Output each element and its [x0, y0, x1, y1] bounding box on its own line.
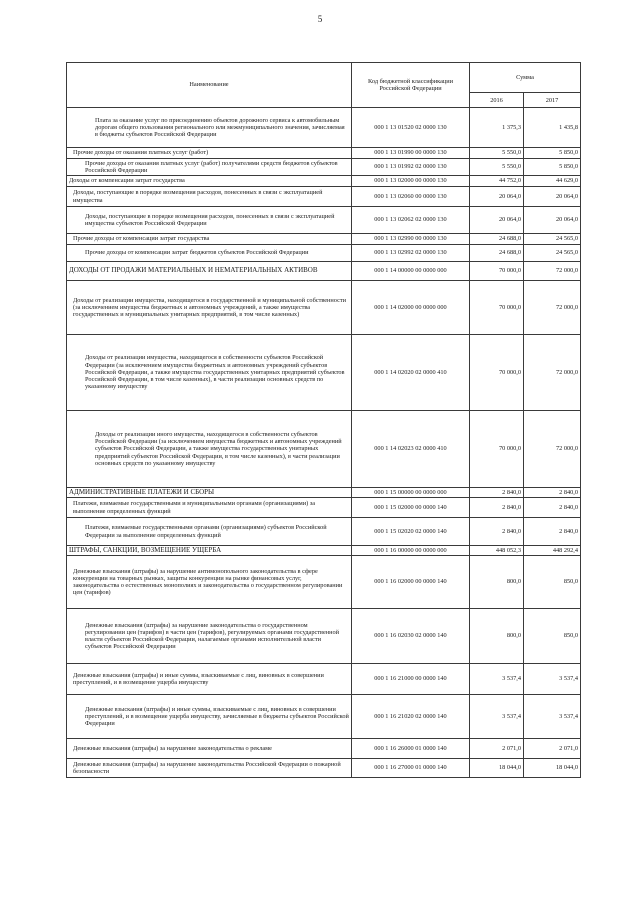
- table-row: [67, 546, 581, 556]
- row-amount-2016: 1 375,3: [470, 108, 524, 148]
- row-code: 000 1 13 02992 02 0000 130: [352, 245, 470, 262]
- column-header-code: Код бюджетной классификации Российской Федерации: [352, 63, 470, 108]
- row-code: 000 1 16 21020 02 0000 140: [352, 695, 470, 739]
- row-name: Прочие доходы от компенсации затрат бюджетов субъектов Российской Федерации: [67, 245, 352, 262]
- table-row: [67, 498, 581, 518]
- row-amount-2017: 72 000,0: [524, 335, 581, 411]
- row-name: Денежные взыскания (штрафы) и иные суммы, взыскиваемые с лиц, виновных в совершении преступлений, и в возмещение ущерба имуществу, зачисляемые в бюджеты субъектов Российской Федерации: [67, 695, 352, 739]
- row-code: 000 1 16 00000 00 0000 000: [352, 546, 470, 556]
- row-code: 000 1 15 00000 00 0000 000: [352, 488, 470, 498]
- row-amount-2016: 2 071,0: [470, 739, 524, 759]
- row-amount-2016: 5 550,0: [470, 159, 524, 176]
- row-code: 000 1 14 02020 02 0000 410: [352, 335, 470, 411]
- row-amount-2016: 44 752,0: [470, 176, 524, 187]
- row-amount-2016: 3 537,4: [470, 695, 524, 739]
- row-amount-2017: 2 840,0: [524, 488, 581, 498]
- row-amount-2017: 24 565,0: [524, 234, 581, 245]
- row-code: 000 1 13 02062 02 0000 130: [352, 207, 470, 234]
- row-name: Прочие доходы от оказания платных услуг (работ): [67, 148, 352, 159]
- row-amount-2017: 448 292,4: [524, 546, 581, 556]
- row-amount-2017: 18 044,0: [524, 759, 581, 778]
- row-code: 000 1 16 02030 02 0000 140: [352, 609, 470, 664]
- row-amount-2016: 70 000,0: [470, 335, 524, 411]
- row-name: Доходы, поступающие в порядке возмещения расходов, понесенных в связи с эксплуатацией имущества субъектов Российской Федерации: [67, 207, 352, 234]
- table-row: [67, 556, 581, 609]
- row-amount-2017: 72 000,0: [524, 411, 581, 488]
- row-amount-2016: 70 000,0: [470, 262, 524, 281]
- row-amount-2016: 18 044,0: [470, 759, 524, 778]
- row-code: 000 1 15 02020 02 0000 140: [352, 518, 470, 546]
- row-amount-2017: 44 629,0: [524, 176, 581, 187]
- row-amount-2016: 20 064,0: [470, 207, 524, 234]
- row-name: Денежные взыскания (штрафы) за нарушение законодательства о рекламе: [67, 739, 352, 759]
- row-name: Денежные взыскания (штрафы) за нарушение антимонопольного законодательства в сфере конкуренции на товарных рынках, защиты конкуренции на рынке финансовых услуг, законодательства о естественных монополиях и законодательства о государственном регулировании цен (тарифов): [67, 556, 352, 609]
- row-code: 000 1 16 27000 01 0000 140: [352, 759, 470, 778]
- table-row: [67, 335, 581, 411]
- row-name: Платежи, взимаемые государственными и муниципальными органами (организациями) за выполнение определенных функций: [67, 498, 352, 518]
- table-row: [67, 187, 581, 207]
- row-code: 000 1 14 00000 00 0000 000: [352, 262, 470, 281]
- row-amount-2016: 70 000,0: [470, 281, 524, 335]
- row-amount-2016: 3 537,4: [470, 664, 524, 695]
- table-row: [67, 108, 581, 148]
- row-amount-2016: 2 840,0: [470, 518, 524, 546]
- row-code: 000 1 13 02000 00 0000 130: [352, 176, 470, 187]
- row-code: 000 1 16 02000 00 0000 140: [352, 556, 470, 609]
- row-name: Плата за оказание услуг по присоединению объектов дорожного сервиса к автомобильным дорогам общего пользования регионального или межмуниципального значения, зачисляемая в бюджеты субъектов Российской Федерации: [67, 108, 352, 148]
- row-code: 000 1 13 02990 00 0000 130: [352, 234, 470, 245]
- row-amount-2017: 20 064,0: [524, 187, 581, 207]
- row-code: 000 1 13 01990 00 0000 130: [352, 148, 470, 159]
- row-amount-2016: 24 688,0: [470, 234, 524, 245]
- row-name: Доходы от реализации имущества, находящегося в государственной и муниципальной собственности (за исключением имущества бюджетных и автономных учреждений, а также имущества государственных и муниципальных унитарных предприятий, в том числе казенных): [67, 281, 352, 335]
- row-amount-2017: 20 064,0: [524, 207, 581, 234]
- row-name: Денежные взыскания (штрафы) за нарушение законодательства Российской Федерации о пожарной безопасности: [67, 759, 352, 778]
- row-amount-2016: 448 052,3: [470, 546, 524, 556]
- row-name: ШТРАФЫ, САНКЦИИ, ВОЗМЕЩЕНИЕ УЩЕРБА: [67, 546, 352, 556]
- table-body: [67, 108, 581, 778]
- row-amount-2016: 800,0: [470, 609, 524, 664]
- table-row: [67, 739, 581, 759]
- table-row: [67, 695, 581, 739]
- table-row: [67, 262, 581, 281]
- table-row: [67, 234, 581, 245]
- row-code: 000 1 13 01992 02 0000 130: [352, 159, 470, 176]
- table-row: [67, 609, 581, 664]
- row-name: АДМИНИСТРАТИВНЫЕ ПЛАТЕЖИ И СБОРЫ: [67, 488, 352, 498]
- row-amount-2017: 3 537,4: [524, 664, 581, 695]
- row-code: 000 1 15 02000 00 0000 140: [352, 498, 470, 518]
- row-code: 000 1 14 02023 02 0000 410: [352, 411, 470, 488]
- column-header-year-2017: 2017: [524, 93, 581, 108]
- table-row: [67, 759, 581, 778]
- row-amount-2017: 3 537,4: [524, 695, 581, 739]
- row-amount-2016: 20 064,0: [470, 187, 524, 207]
- row-code: 000 1 13 01520 02 0000 130: [352, 108, 470, 148]
- row-amount-2017: 72 000,0: [524, 281, 581, 335]
- row-name: Платежи, взимаемые государственными органами (организациями) субъектов Российской Федерации за выполнение определенных функций: [67, 518, 352, 546]
- table-row: [67, 176, 581, 187]
- row-amount-2017: 2 071,0: [524, 739, 581, 759]
- row-name: Доходы от реализации имущества, находящегося в собственности субъектов Российской Федерации (за исключением имущества бюджетных и автономных учреждений субъектов Российской Федерации, а также имущества государственных унитарных предприятий субъектов Российской Федерации, в том числе казенных), в части реализации основных средств по указанному имуществу: [67, 335, 352, 411]
- row-name: Прочие доходы от компенсации затрат государства: [67, 234, 352, 245]
- row-amount-2017: 72 000,0: [524, 262, 581, 281]
- page-number: 5: [317, 14, 323, 24]
- row-name: Денежные взыскания (штрафы) и иные суммы, взыскиваемые с лиц, виновных в совершении преступлений, и в возмещение ущерба имуществу: [67, 664, 352, 695]
- row-code: 000 1 16 21000 00 0000 140: [352, 664, 470, 695]
- column-header-sum: Сумма: [470, 63, 581, 93]
- row-amount-2017: 5 850,0: [524, 148, 581, 159]
- column-header-year-2016: 2016: [470, 93, 524, 108]
- row-name: Доходы от компенсации затрат государства: [67, 176, 352, 187]
- row-amount-2017: 5 850,0: [524, 159, 581, 176]
- row-amount-2017: 850,0: [524, 609, 581, 664]
- row-amount-2017: 24 565,0: [524, 245, 581, 262]
- row-code: 000 1 13 02060 00 0000 130: [352, 187, 470, 207]
- row-amount-2017: 1 435,8: [524, 108, 581, 148]
- column-header-name: Наименование: [67, 63, 352, 108]
- row-amount-2016: 800,0: [470, 556, 524, 609]
- row-code: 000 1 16 26000 01 0000 140: [352, 739, 470, 759]
- row-name: Денежные взыскания (штрафы) за нарушение законодательства о государственном регулировании цен (тарифов) в части цен (тарифов), регулируемых органами государственной власти субъектов Российской Федерации, налагаемые органами исполнительной власти субъектов Российской Федерации: [67, 609, 352, 664]
- table-row: [67, 245, 581, 262]
- row-amount-2017: 850,0: [524, 556, 581, 609]
- table-row: [67, 281, 581, 335]
- table-row: [67, 207, 581, 234]
- table-row: [67, 159, 581, 176]
- row-name: Доходы, поступающие в порядке возмещения расходов, понесенных в связи с эксплуатацией имущества: [67, 187, 352, 207]
- row-amount-2016: 24 688,0: [470, 245, 524, 262]
- row-amount-2016: 5 550,0: [470, 148, 524, 159]
- row-code: 000 1 14 02000 00 0000 000: [352, 281, 470, 335]
- row-amount-2016: 2 840,0: [470, 488, 524, 498]
- row-name: Доходы от реализации иного имущества, находящегося в собственности субъектов Российской Федерации (за исключением имущества бюджетных и автономных учреждений субъектов Российской Федерации, а также имущества государственных унитарных предприятий субъектов Российской Федерации, в том числе казенных), в части реализации основных средств по указанному имуществу: [67, 411, 352, 488]
- table-row: [67, 488, 581, 498]
- table-row: [67, 518, 581, 546]
- row-name: ДОХОДЫ ОТ ПРОДАЖИ МАТЕРИАЛЬНЫХ И НЕМАТЕРИАЛЬНЫХ АКТИВОВ: [67, 262, 352, 281]
- table-row: [67, 411, 581, 488]
- row-amount-2016: 2 840,0: [470, 498, 524, 518]
- row-amount-2017: 2 840,0: [524, 518, 581, 546]
- row-amount-2016: 70 000,0: [470, 411, 524, 488]
- row-name: Прочие доходы от оказания платных услуг (работ) получателями средств бюджетов субъектов Российской Федерации: [67, 159, 352, 176]
- budget-revenue-table: [66, 62, 581, 778]
- table-row: [67, 664, 581, 695]
- table-row: [67, 148, 581, 159]
- row-amount-2017: 2 840,0: [524, 498, 581, 518]
